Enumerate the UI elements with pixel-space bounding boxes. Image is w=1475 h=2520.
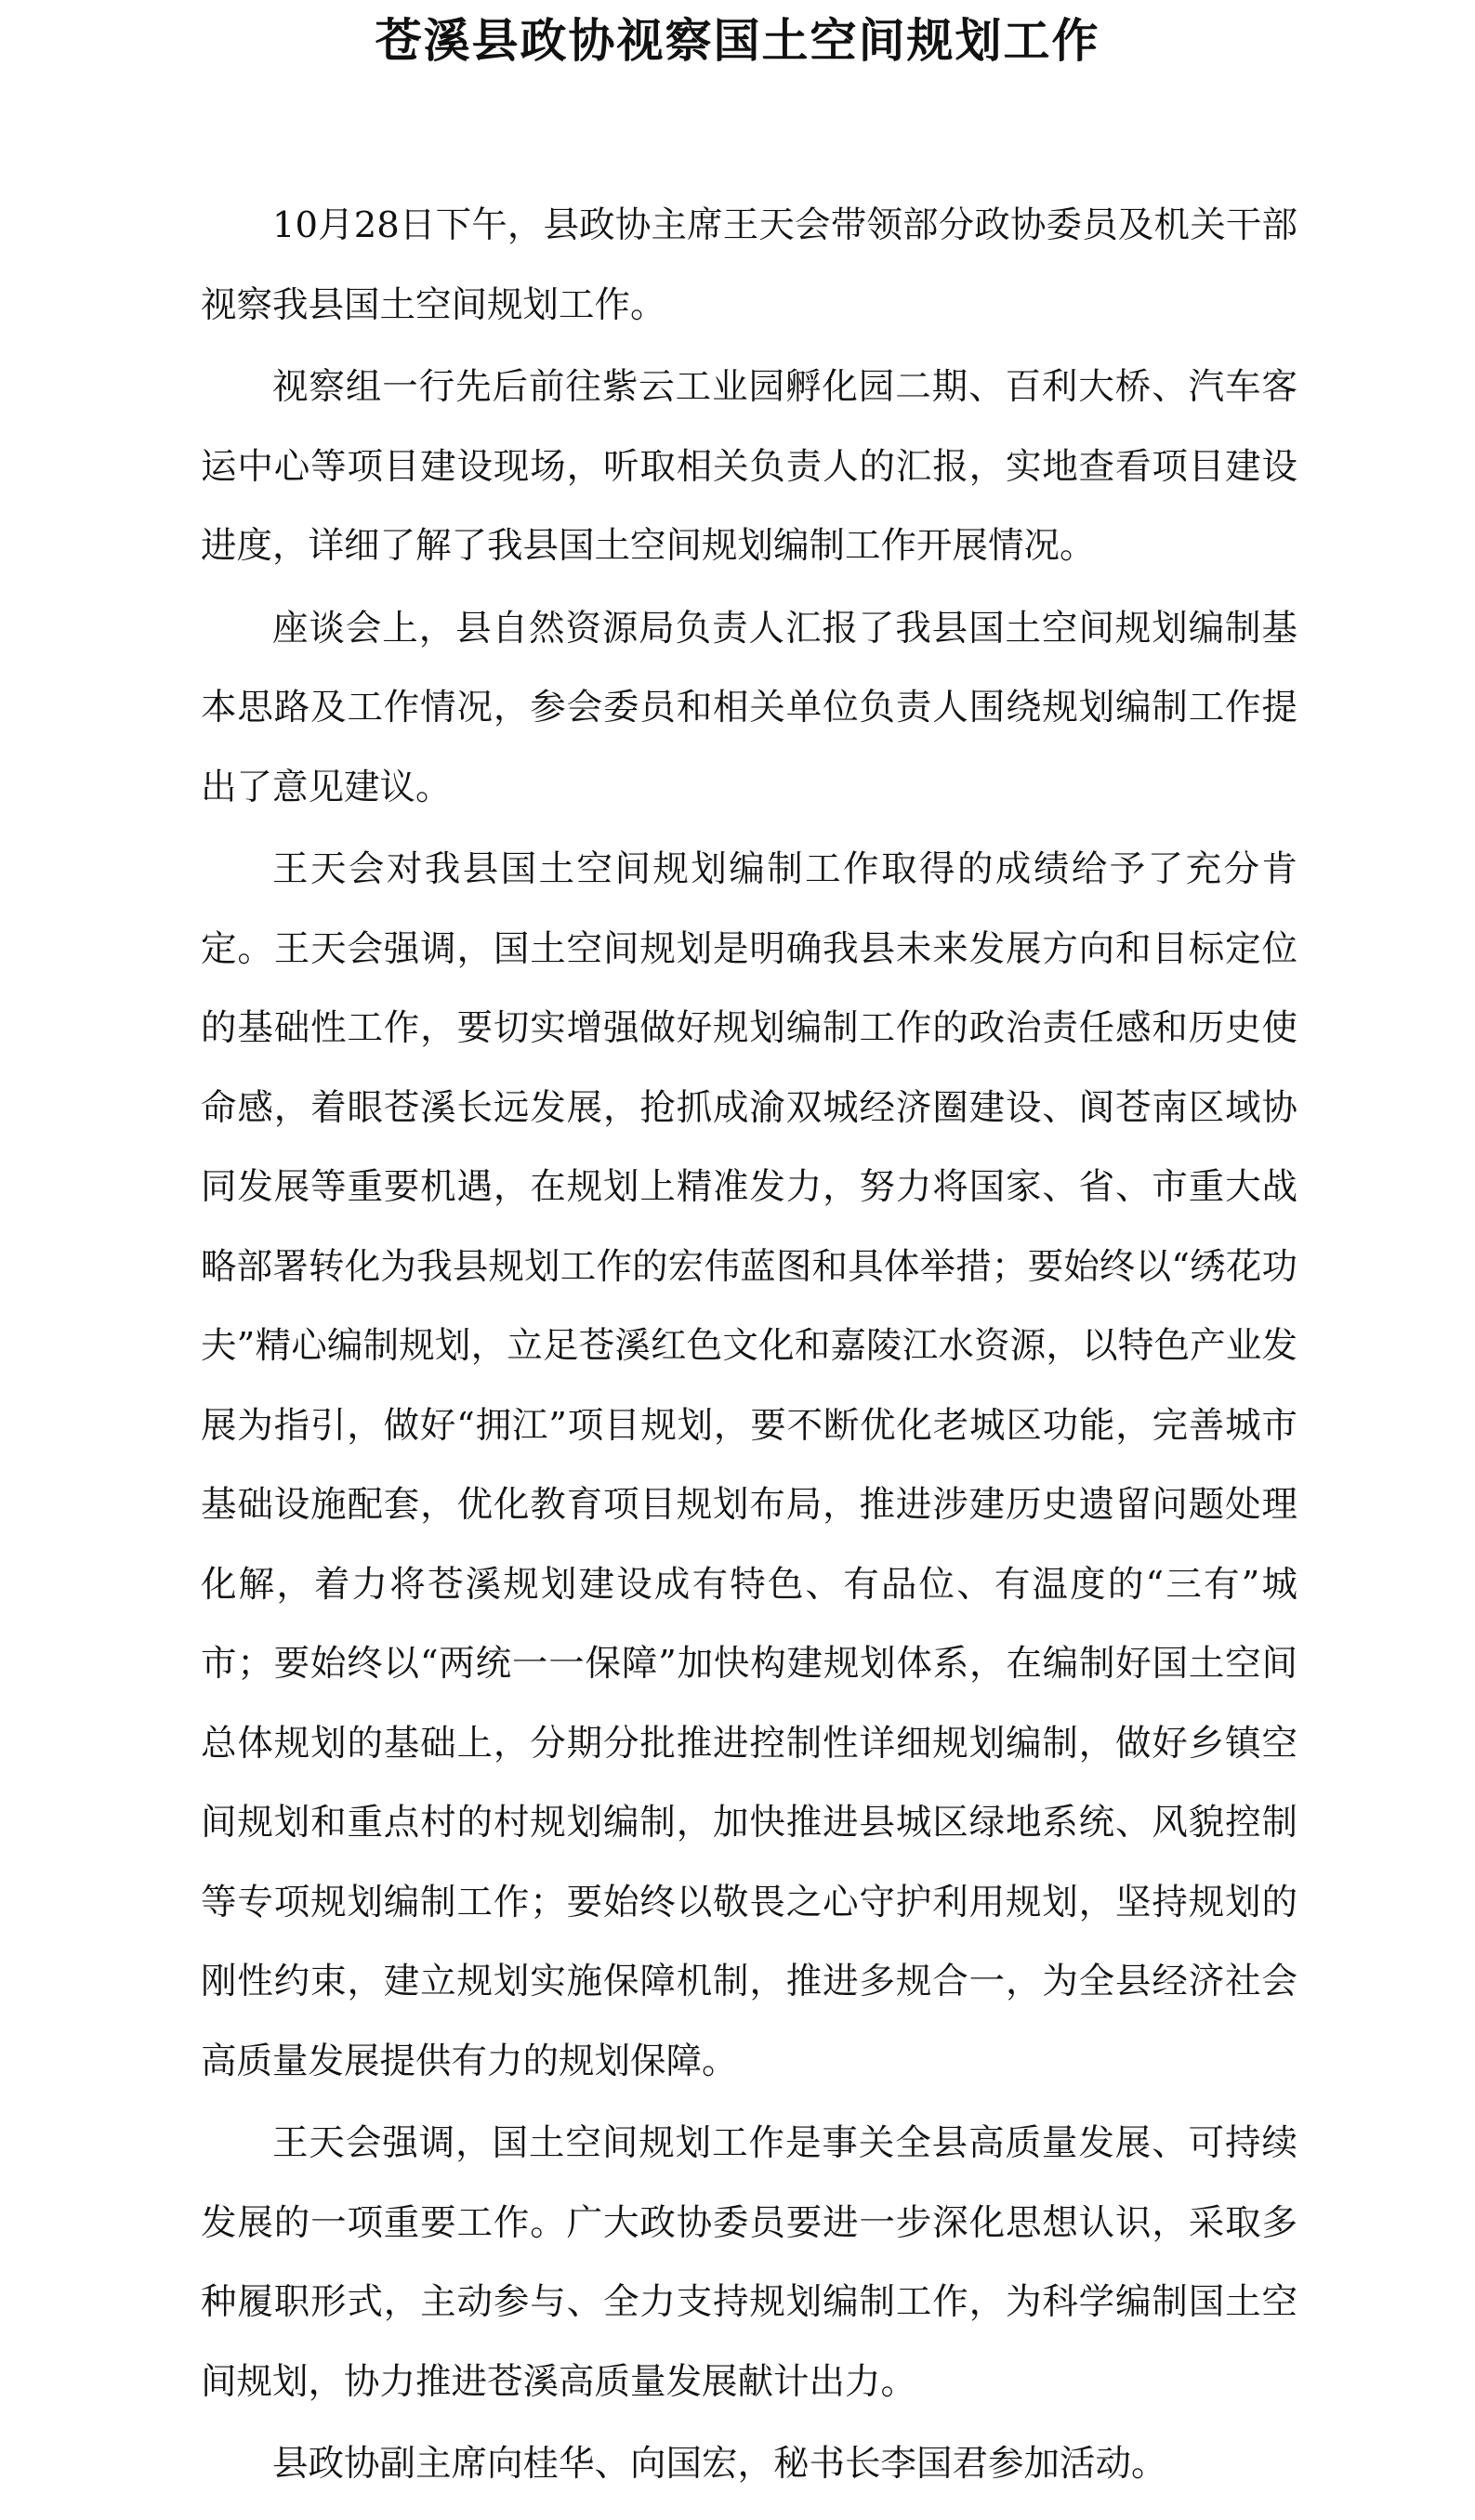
document-title: 苍溪县政协视察国土空间规划工作	[375, 13, 1100, 68]
paragraph-4: 王天会对我县国土空间规划编制工作取得的成绩给予了充分肯定。王天会强调，国土空间规划是明确我县未来发展方向和目标定位的基础性工作，要切实增强做好规划编制工作的政治责任感和历史使命感，着眼苍溪长远发展，抢抓成渝双城经济圈建设、阆苍南区域协同发展等重要机遇，在规划上精准发力，努力将国家、省、市重大战略部署转化为我县规划工作的宏伟蓝图和具体举措；要始终以“绣花功夫”精心编制规划，立足苍溪红色文化和嘉陵江水资源，以特色产业发展为指引，做好“拥江”项目规划，要不断优化老城区功能，完善城市基础设施配套，优化教育项目规划布局，推进涉建历史遗留问题处理化解，着力将苍溪规划建设成有特色、有品位、有温度的“三有”城市；要始终以“两统一一保障”加快构建规划体系，在编制好国土空间总体规划的基础上，分期分批推进控制性详细规划编制，做好乡镇空间规划和重点村的村规划编制，加快推进县城区绿地系统、风貌控制等专项规划编制工作；要始终以敬畏之心守护利用规划，坚持规划的刚性约束，建立规划实施保障机制，推进多规合一，为全县经济社会高质量发展提供有力的规划保障。	[201, 848, 1297, 2082]
paragraph-3: 座谈会上，县自然资源局负责人汇报了我县国土空间规划编制基本思路及工作情况，参会委员和相关单位负责人围绕规划编制工作提出了意见建议。	[201, 607, 1297, 808]
paragraph-1: 10月28日下午，县政协主席王天会带领部分政协委员及机关干部视察我县国土空间规划工作。	[201, 204, 1297, 326]
paragraph-6: 县政协副主席向桂华、向国宏，秘书长李国君参加活动。	[272, 2443, 1167, 2485]
paragraph-2: 视察组一行先后前往紫云工业园孵化园二期、百利大桥、汽车客运中心等项目建设现场，听取相关负责人的汇报，实地查看项目建设进度，详细了解了我县国土空间规划编制工作开展情况。	[201, 366, 1297, 567]
document-body	[201, 186, 1297, 2504]
paragraph-5: 王天会强调，国土空间规划工作是事关全县高质量发展、可持续发展的一项重要工作。广大政协委员要进一步深化思想认识，采取多种履职形式，主动参与、全力支持规划编制工作，为科学编制国土空间规划，协力推进苍溪高质量发展献计出力。	[201, 2122, 1297, 2403]
